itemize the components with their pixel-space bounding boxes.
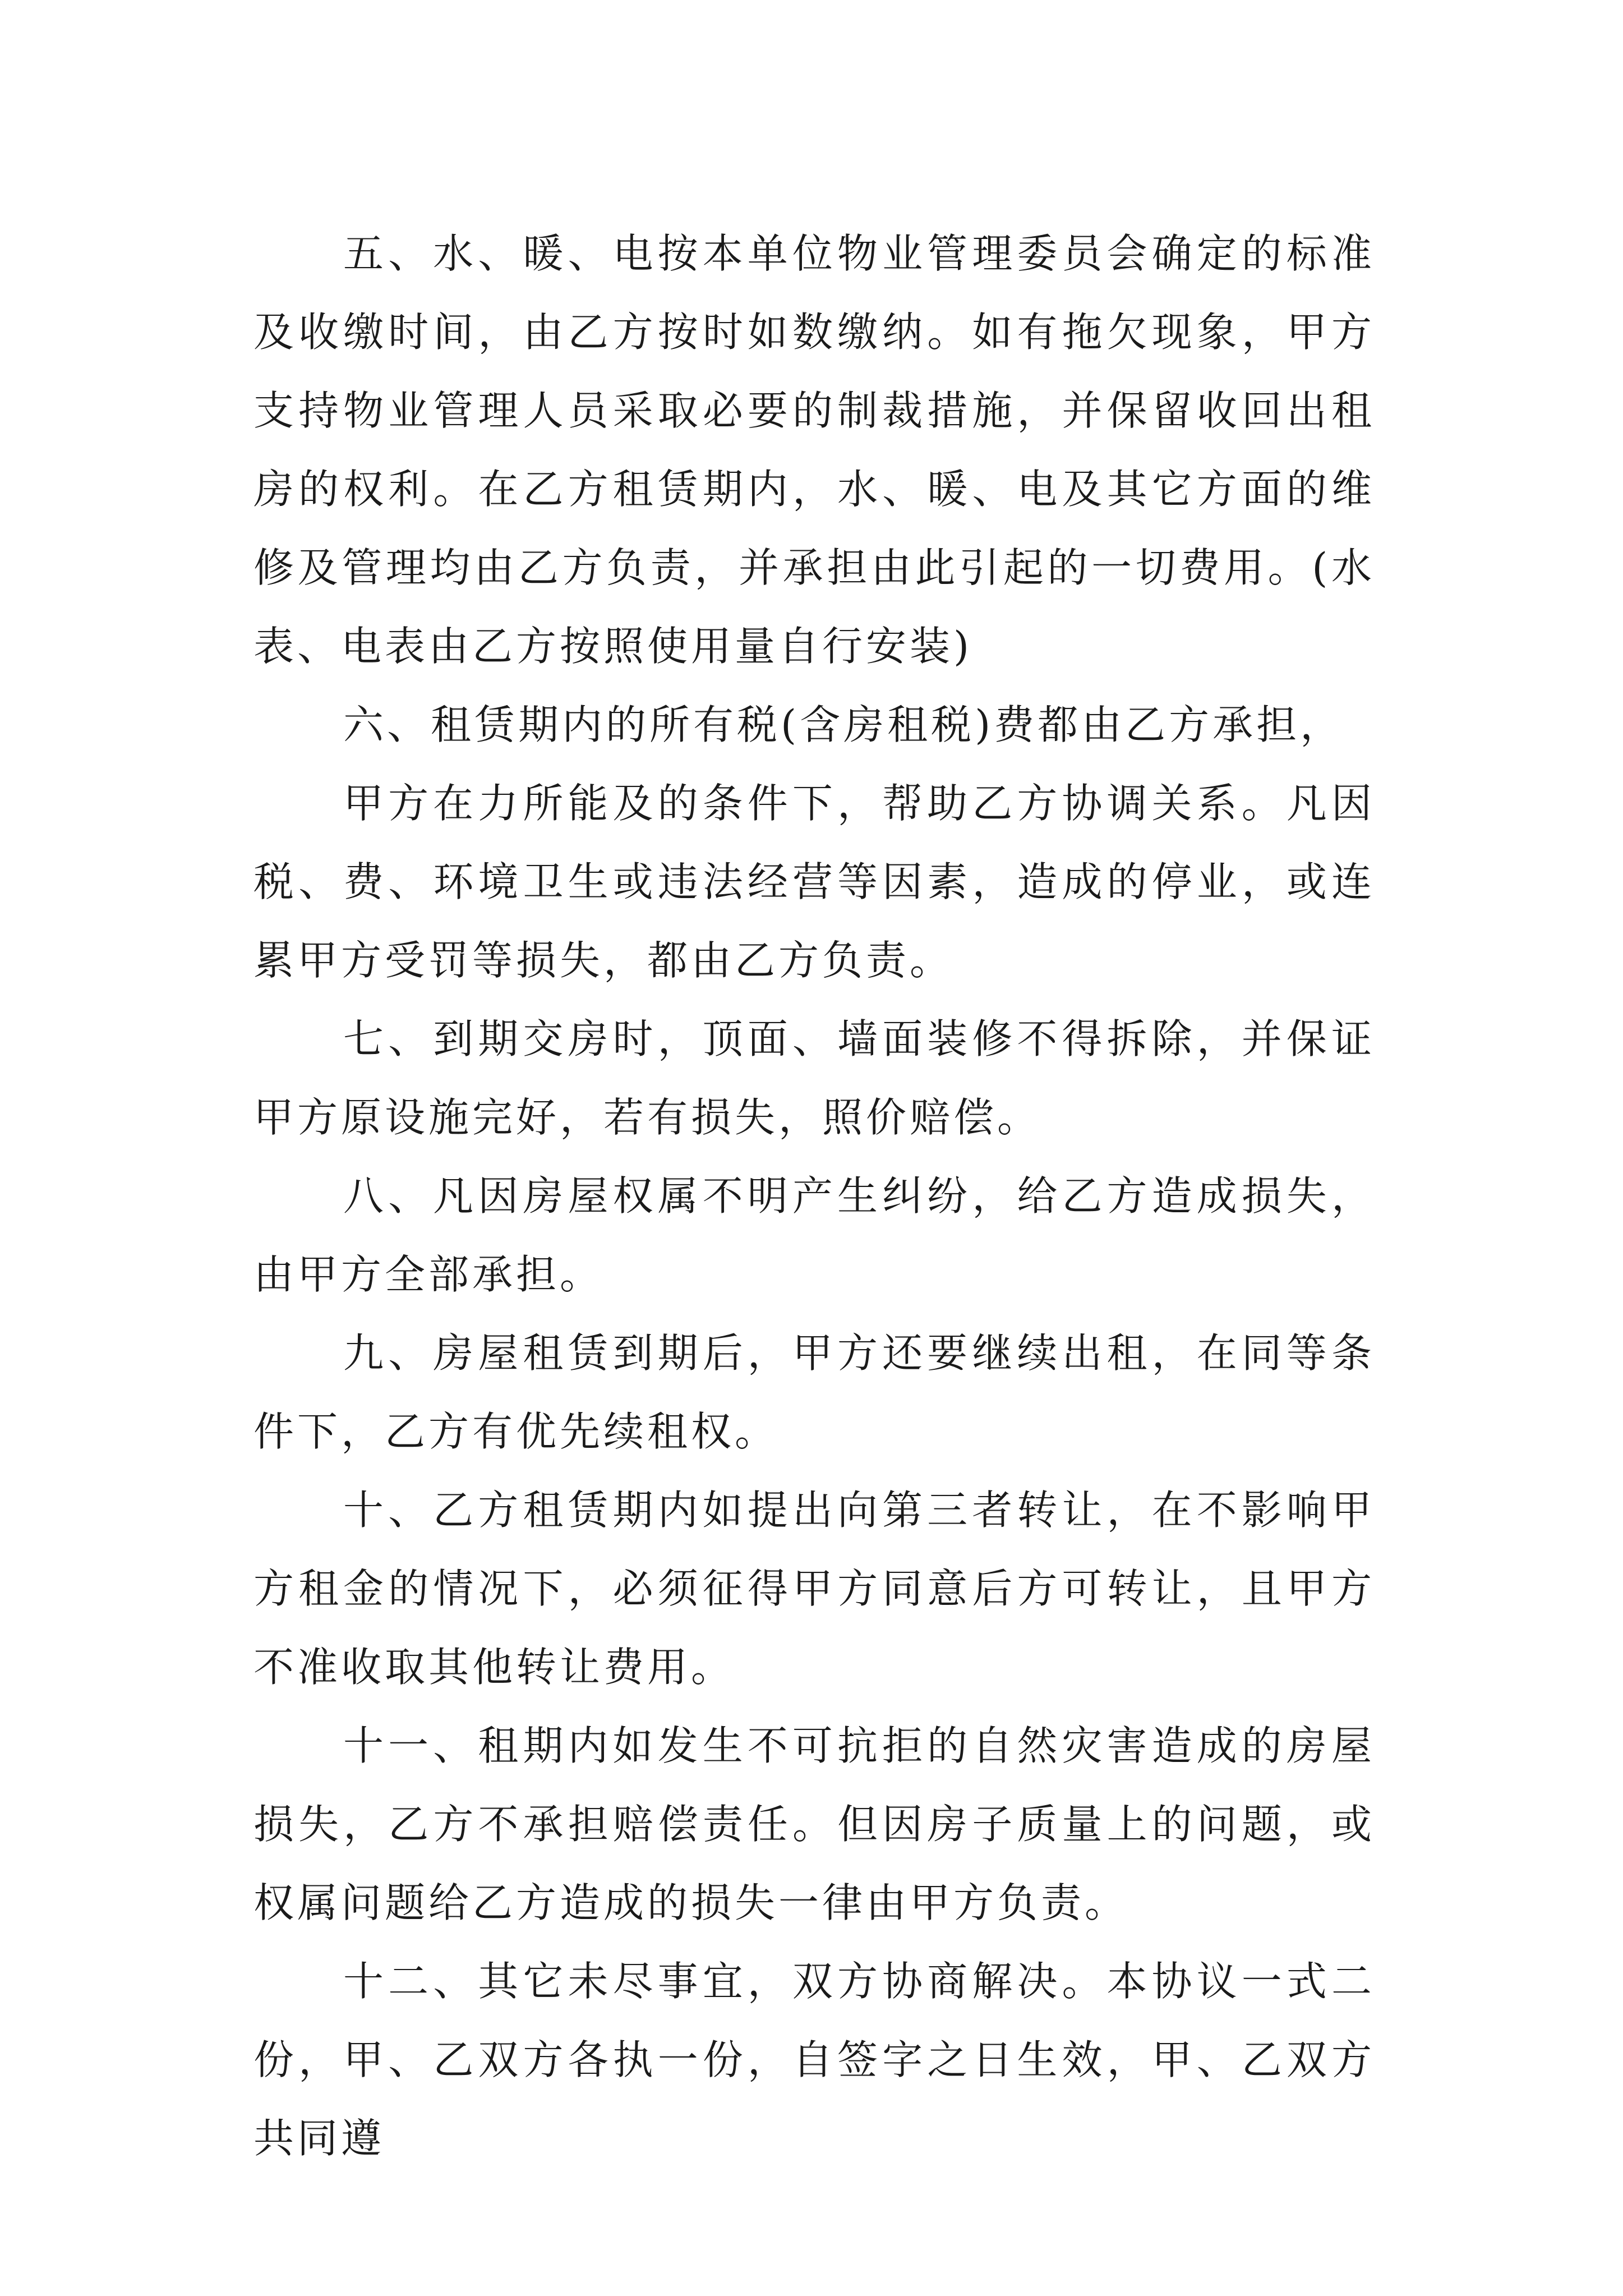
clause-10-transfer: 十、乙方租赁期内如提出向第三者转让，在不影响甲方租金的情况下，必须征得甲方同意后方可转让，且甲方不准收取其他转让费用。 — [253, 1487, 1375, 1691]
clause-6-coordination: 甲方在力所能及的条件下，帮助乙方协调关系。凡因税、费、环境卫生或违法经营等因素，造成的停业，或连累甲方受罚等损失，都由乙方负责。 — [253, 780, 1375, 984]
clause-11-force-majeure: 十一、租期内如发生不可抗拒的自然灾害造成的房屋损失，乙方不承担赔偿责任。但因房子质量上的问题，或权属问题给乙方造成的损失一律由甲方负责。 — [253, 1722, 1375, 1926]
document-body — [253, 214, 1375, 2178]
clause-8-ownership-dispute: 八、凡因房屋权属不明产生纠纷，给乙方造成损失，由甲方全部承担。 — [253, 1172, 1375, 1298]
clause-5-utilities: 五、水、暖、电按本单位物业管理委员会确定的标准及收缴时间，由乙方按时如数缴纳。如有拖欠现象，甲方支持物业管理人员采取必要的制裁措施，并保留收回出租房的权利。在乙方租赁期内，水、暖、电及其它方面的维修及管理均由乙方负责，并承担由此引起的一切费用。(水表、电表由乙方按照使用量自行安装) — [253, 230, 1375, 670]
clause-9-renewal-priority: 九、房屋租赁到期后，甲方还要继续出租，在同等条件下，乙方有优先续租权。 — [253, 1329, 1375, 1455]
clause-6-taxes: 六、租赁期内的所有税(含房租税)费都由乙方承担， — [343, 701, 1344, 748]
clause-12-miscellaneous: 十二、其它未尽事宜，双方协商解决。本协议一式二份，甲、乙双方各执一份，自签字之日生效，甲、乙双方共同遵 — [253, 1958, 1375, 2162]
clause-7-handover: 七、到期交房时，顶面、墙面装修不得拆除，并保证甲方原设施完好，若有损失，照价赔偿。 — [253, 1015, 1375, 1141]
